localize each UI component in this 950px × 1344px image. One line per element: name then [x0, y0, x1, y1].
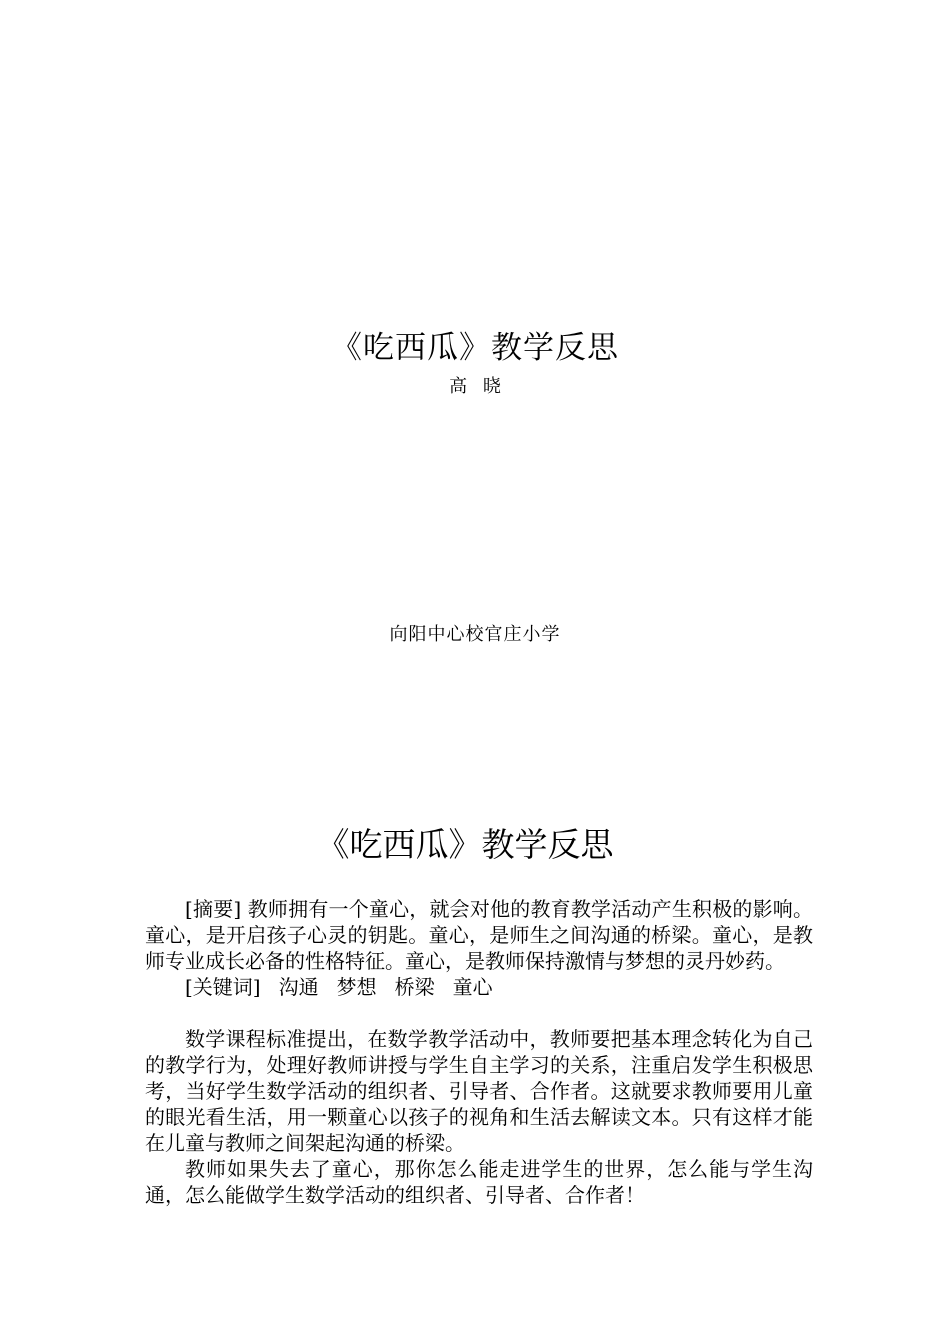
abstract-paragraph: [摘要] 教师拥有一个童心，就会对他的教育教学活动产生积极的影响。童心，是开启孩子心灵的钥匙。童心，是师生之间沟通的桥梁。童心，是教师专业成长必备的性格特征。童心，是教师保持激情与梦想的灵丹妙药。 — [145, 897, 813, 973]
article-title: 《吃西瓜》教学反思 — [316, 825, 614, 864]
keyword: 梦想 — [336, 975, 377, 999]
keyword: 桥梁 — [394, 975, 435, 999]
keywords-label: [关键词] — [185, 975, 261, 999]
keyword: 童心 — [452, 975, 493, 999]
keyword: 沟通 — [278, 975, 319, 999]
cover-title: 《吃西瓜》教学反思 — [331, 330, 619, 366]
cover-school: 向阳中心校官庄小学 — [389, 624, 561, 645]
body-paragraph: 教师如果失去了童心，那你怎么能走进学生的世界，怎么能与学生沟通，怎么能做学生数学活动的组织者、引导者、合作者！ — [145, 1157, 813, 1207]
body-paragraph: 数学课程标准提出，在数学教学活动中，教师要把基本理念转化为自己的教学行为，处理好教师讲授与学生自主学习的关系，注重启发学生积极思考，当好学生数学活动的组织者、引导者、合作者。这就要求教师要用儿童的眼光看生活，用一颗童心以孩子的视角和生活去解读文本。只有这样才能在儿童与教师之间架起沟通的桥梁。 — [145, 1027, 813, 1155]
cover-author: 高 晓 — [449, 376, 501, 397]
article-body — [145, 896, 813, 1208]
keywords-line — [145, 974, 813, 1000]
